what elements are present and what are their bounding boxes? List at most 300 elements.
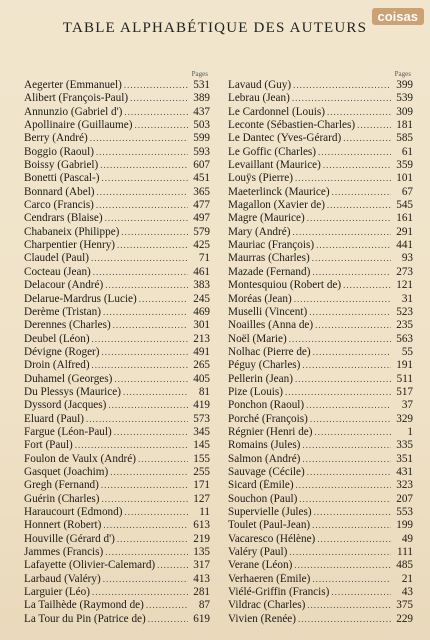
leader-dots [294, 560, 391, 570]
author-name: Pize (Louis) [228, 385, 283, 398]
leader-dots [327, 107, 391, 117]
page-number: 121 [396, 279, 413, 292]
index-entry [24, 586, 210, 599]
author-name: Lavaud (Guy) [228, 79, 292, 91]
leader-dots [113, 320, 188, 330]
index-entry [24, 466, 210, 479]
author-name: Deubel (Léon) [24, 332, 90, 345]
leader-dots [124, 507, 188, 517]
leader-dots [90, 133, 188, 143]
page-number: 219 [193, 532, 210, 545]
index-entry [24, 212, 210, 225]
index-entry [24, 252, 210, 265]
author-name: Le Cardonnel (Louis) [228, 105, 325, 118]
author-name: Aegerter (Emmanuel) [24, 79, 122, 91]
index-entry [24, 279, 210, 292]
page-number: 563 [396, 332, 413, 345]
leader-dots [148, 614, 188, 624]
author-name: Magre (Maurice) [228, 212, 305, 225]
leader-dots [302, 440, 391, 450]
page-number: 127 [193, 492, 210, 505]
index-entry [228, 586, 413, 599]
page-number: 579 [193, 225, 210, 238]
pages-header-left: Pages [191, 70, 208, 78]
author-name: Du Plessys (Maurice) [24, 385, 121, 398]
page-number: 181 [396, 119, 413, 132]
author-name: Louÿs (Pierre) [228, 172, 293, 185]
leader-dots [93, 267, 188, 277]
author-name: Vivien (Renée) [228, 612, 296, 625]
page-number: 101 [396, 172, 413, 185]
leader-dots [310, 414, 391, 424]
author-name: Vildrac (Charles) [228, 599, 306, 612]
author-name: Foulon de Vaulx (André) [24, 452, 136, 465]
index-entry [24, 399, 210, 412]
leader-dots [343, 133, 391, 143]
index-entry [228, 519, 413, 532]
page-number: 37 [401, 399, 413, 412]
index-entry [228, 239, 413, 252]
leader-dots [309, 307, 391, 317]
index-entry [228, 399, 413, 412]
index-entry [228, 413, 413, 426]
index-entry [24, 239, 210, 252]
page-number: 67 [401, 185, 413, 198]
leader-dots [312, 520, 391, 530]
leader-dots [332, 187, 391, 197]
page-number: 405 [193, 372, 210, 385]
index-entry [228, 346, 413, 359]
page-number: 419 [193, 399, 210, 412]
index-entry [24, 293, 210, 306]
leader-dots [108, 400, 188, 410]
author-name: Apollinaire (Guillaume) [24, 119, 133, 132]
index-entry [228, 199, 413, 212]
leader-dots [105, 547, 188, 557]
leader-dots [313, 347, 391, 357]
leader-dots [312, 574, 391, 584]
author-name: La Tour du Pin (Patrice de) [24, 612, 146, 625]
page-number: 365 [193, 185, 210, 198]
index-entry [228, 293, 413, 306]
page-number: 207 [396, 492, 413, 505]
index-entry [228, 92, 413, 105]
index-entry [228, 599, 413, 612]
leader-dots [331, 587, 391, 597]
index-entry [228, 79, 413, 92]
author-name: Magallon (Xavier de) [228, 199, 325, 212]
index-entry [228, 466, 413, 479]
leader-dots [91, 253, 188, 263]
index-entry [228, 146, 413, 159]
page-number: 517 [396, 385, 413, 398]
leader-dots [292, 227, 391, 237]
leader-dots [102, 173, 189, 183]
leader-dots [292, 93, 391, 103]
index-entry [228, 479, 413, 492]
index-entry [228, 212, 413, 225]
index-entry [228, 306, 413, 319]
author-name: Lebrau (Jean) [228, 92, 290, 105]
author-name: Salmon (André) [228, 452, 301, 465]
index-entry [24, 306, 210, 319]
leader-dots [114, 374, 188, 384]
page-number: 43 [401, 586, 413, 599]
leader-dots [285, 387, 391, 397]
leader-dots [298, 614, 391, 624]
leader-dots [101, 480, 188, 490]
leader-dots [315, 427, 392, 437]
index-entry [24, 519, 210, 532]
index-entry [24, 386, 210, 399]
author-name: Larbaud (Valéry) [24, 572, 101, 585]
author-name: Sauvage (Cécile) [228, 465, 305, 478]
index-entry [24, 226, 210, 239]
index-entry [228, 493, 413, 506]
page-number: 485 [396, 559, 413, 572]
page-number: 1 [407, 425, 413, 438]
author-name: Fargue (Léon-Paul) [24, 425, 112, 438]
page-number: 599 [193, 132, 210, 145]
index-entry [24, 132, 210, 145]
page-number: 265 [193, 359, 210, 372]
page-number: 477 [193, 199, 210, 212]
leader-dots [86, 414, 188, 424]
index-entry [24, 359, 210, 372]
index-entry [24, 119, 210, 132]
author-name: Dévigne (Roger) [24, 345, 100, 358]
author-name: La Tailhède (Raymond de) [24, 599, 144, 612]
page-number: 469 [193, 305, 210, 318]
leader-dots [307, 467, 391, 477]
page-number: 413 [193, 572, 210, 585]
author-name: Vacaresco (Hélène) [228, 532, 316, 545]
page-number: 375 [396, 599, 413, 612]
leader-dots [105, 280, 188, 290]
index-entry [228, 132, 413, 145]
page-number: 145 [193, 439, 210, 452]
page-number: 235 [396, 319, 413, 332]
index-entry [24, 106, 210, 119]
author-name: Claudel (Paul) [24, 252, 89, 265]
index-entry [24, 172, 210, 185]
index-entry [228, 453, 413, 466]
author-name: Honnert (Robert) [24, 519, 102, 532]
leader-dots [134, 120, 188, 130]
leader-dots [100, 160, 188, 170]
index-entry [24, 599, 210, 612]
author-name: Gregh (Fernand) [24, 479, 99, 492]
author-name: Mauriac (François) [228, 239, 315, 252]
leader-dots [75, 440, 188, 450]
page-number: 245 [193, 292, 210, 305]
page-number: 317 [193, 559, 210, 572]
pages-header-right: Pages [394, 70, 411, 78]
leader-dots [295, 173, 391, 183]
page-number: 55 [401, 345, 413, 358]
leader-dots [317, 534, 391, 544]
author-name: Boissy (Gabriel) [24, 159, 99, 172]
index-entry [24, 373, 210, 386]
leader-dots [318, 147, 391, 157]
author-name: Gasquet (Joachim) [24, 465, 109, 478]
index-entry [24, 426, 210, 439]
page-number: 21 [401, 572, 413, 585]
author-name: Derème (Tristan) [24, 305, 101, 318]
index-entry [228, 439, 413, 452]
index-entry [228, 159, 413, 172]
author-name: Montesquiou (Robert de) [228, 279, 342, 292]
page-title: TABLE ALPHABÉTIQUE DES AUTEURS [62, 20, 368, 36]
index-entry [228, 533, 413, 546]
page-number: 491 [193, 345, 210, 358]
index-entry [228, 373, 413, 386]
watermark-logo: coisas [372, 8, 424, 25]
leader-dots [103, 307, 188, 317]
leader-dots [97, 187, 188, 197]
author-name: Péguy (Charles) [228, 359, 301, 372]
author-name: Ponchon (Raoul) [228, 399, 305, 412]
leader-dots [124, 80, 188, 90]
page-number: 273 [396, 265, 413, 278]
leader-dots [92, 334, 188, 344]
author-name: Toulet (Paul-Jean) [228, 519, 311, 532]
page-number: 199 [396, 519, 413, 532]
author-name: Delarue-Mardrus (Lucie) [24, 292, 137, 305]
leader-dots [306, 400, 391, 410]
author-name: Noailles (Anna de) [228, 319, 314, 332]
page-number: 441 [396, 239, 413, 252]
index-entry [24, 453, 210, 466]
author-name: Haraucourt (Edmond) [24, 506, 123, 518]
page-number: 191 [396, 359, 413, 372]
leader-dots [110, 467, 188, 477]
page-number: 425 [193, 239, 210, 252]
page-number: 523 [396, 305, 413, 318]
author-name: Cendrars (Blaise) [24, 212, 103, 225]
leader-dots [105, 213, 188, 223]
author-name: Lafayette (Olivier-Calemard) [24, 559, 156, 572]
author-name: Le Dantec (Yves-Gérard) [228, 132, 342, 145]
index-entry [24, 533, 210, 546]
page-number: 255 [193, 465, 210, 478]
leader-dots [315, 320, 391, 330]
leader-dots [302, 360, 391, 370]
author-name: Maeterlinck (Maurice) [228, 185, 330, 198]
index-entry [24, 506, 210, 519]
leader-dots [289, 547, 391, 557]
author-name: Bonnard (Abel) [24, 185, 95, 198]
page-number: 389 [193, 92, 210, 105]
author-name: Derennes (Charles) [24, 319, 111, 332]
author-name: Chabaneix (Philippe) [24, 225, 120, 238]
leader-dots [312, 267, 391, 277]
leader-dots [139, 294, 188, 304]
page-number: 135 [193, 546, 210, 559]
page-number: 497 [193, 212, 210, 225]
index-entry [228, 319, 413, 332]
index-entry [228, 506, 413, 519]
leader-dots [294, 294, 391, 304]
index-entry [228, 386, 413, 399]
page-number: 71 [198, 252, 210, 265]
author-name: Valéry (Paul) [228, 546, 288, 559]
page-number: 229 [396, 612, 413, 625]
author-name: Eluard (Paul) [24, 412, 84, 425]
author-name: Mary (André) [228, 225, 291, 238]
page-number: 161 [396, 212, 413, 225]
author-name: Régnier (Henri de) [228, 425, 313, 438]
page-number: 335 [396, 439, 413, 452]
index-entry [228, 266, 413, 279]
leader-dots [121, 227, 188, 237]
leader-dots [96, 200, 188, 210]
leader-dots [316, 240, 391, 250]
leader-dots [289, 334, 391, 344]
page-number: 383 [193, 279, 210, 292]
index-entry [24, 159, 210, 172]
leader-dots [299, 494, 391, 504]
author-name: Jammes (Francis) [24, 546, 104, 559]
index-entry [228, 333, 413, 346]
leader-dots [295, 374, 391, 384]
index-entry [228, 573, 413, 586]
author-name: Maurras (Charles) [228, 252, 310, 265]
index-entry [228, 119, 413, 132]
page-number: 93 [401, 252, 413, 265]
leader-dots [138, 454, 188, 464]
index-entry [228, 252, 413, 265]
author-name: Nolhac (Pierre de) [228, 345, 311, 358]
index-entry [24, 333, 210, 346]
author-name: Fort (Paul) [24, 439, 73, 452]
page-number: 399 [396, 79, 413, 91]
page-number: 461 [193, 265, 210, 278]
leader-dots [343, 280, 391, 290]
index-entry [24, 546, 210, 559]
author-name: Dyssord (Jacques) [24, 399, 107, 412]
page-number: 111 [397, 546, 413, 559]
leader-dots [124, 107, 188, 117]
author-name: Porché (François) [228, 412, 308, 425]
page-number: 61 [401, 145, 413, 158]
page-number: 359 [396, 159, 413, 172]
author-index-right-column [228, 70, 413, 626]
author-name: Charpentier (Henry) [24, 239, 116, 252]
leader-dots [357, 120, 391, 130]
author-name: Viélé-Griffin (Francis) [228, 586, 330, 599]
index-entry [24, 346, 210, 359]
author-name: Verhaeren (Émile) [228, 572, 311, 585]
leader-dots [296, 480, 391, 490]
author-name: Supervielle (Jules) [228, 506, 312, 518]
leader-dots [92, 587, 188, 597]
page-number: 437 [193, 105, 210, 118]
leader-dots [103, 520, 188, 530]
index-entry [24, 479, 210, 492]
leader-dots [102, 494, 189, 504]
leader-dots [102, 347, 189, 357]
page-number: 213 [193, 332, 210, 345]
page-number: 345 [193, 425, 210, 438]
author-name: Guérin (Charles) [24, 492, 100, 505]
author-name: Leconte (Sébastien-Charles) [228, 119, 356, 132]
author-name: Annunzio (Gabriel d') [24, 105, 123, 118]
page-number: 503 [193, 119, 210, 132]
index-entry [228, 226, 413, 239]
author-name: Pellerin (Jean) [228, 372, 293, 385]
leader-dots [314, 507, 391, 517]
index-entry [24, 266, 210, 279]
author-name: Larguier (Léo) [24, 586, 90, 599]
author-name: Berry (André) [24, 132, 88, 145]
leader-dots [114, 427, 188, 437]
leader-dots [323, 160, 391, 170]
index-entry [24, 186, 210, 199]
author-name: Boggio (Raoul) [24, 145, 94, 158]
leader-dots [146, 600, 188, 610]
author-name: Bonetti (Pascal-) [24, 172, 100, 185]
index-entry [228, 546, 413, 559]
leader-dots [103, 574, 188, 584]
page-number: 351 [396, 452, 413, 465]
author-name: Duhamel (Georges) [24, 372, 113, 385]
page-number: 585 [396, 132, 413, 145]
page-number: 613 [193, 519, 210, 532]
index-entry [228, 186, 413, 199]
index-entry [228, 172, 413, 185]
index-entry [24, 613, 210, 626]
index-entry [228, 426, 413, 439]
page-number: 511 [396, 372, 413, 385]
page-number: 593 [193, 145, 210, 158]
page-number: 451 [193, 172, 210, 185]
author-name: Carco (Francis) [24, 199, 94, 212]
page-number: 171 [193, 479, 210, 492]
index-entry [24, 319, 210, 332]
page-number: 291 [396, 225, 413, 238]
page-number: 49 [401, 532, 413, 545]
leader-dots [302, 454, 391, 464]
page-number: 431 [396, 465, 413, 478]
author-name: Souchon (Paul) [228, 492, 298, 505]
author-name: Verane (Léon) [228, 559, 293, 572]
author-name: Le Goffic (Charles) [228, 145, 317, 158]
author-name: Moréas (Jean) [228, 292, 292, 305]
author-name: Sicard (Émile) [228, 479, 294, 492]
index-entry [24, 146, 210, 159]
index-entry [228, 106, 413, 119]
author-name: Droin (Alfred) [24, 359, 90, 372]
index-entry [24, 439, 210, 452]
leader-dots [92, 360, 188, 370]
page-number: 619 [193, 612, 210, 625]
index-entry [24, 573, 210, 586]
author-name: Mazade (Fernand) [228, 265, 311, 278]
author-name: Delacour (André) [24, 279, 104, 292]
leader-dots [123, 387, 188, 397]
author-name: Alibert (François-Paul) [24, 92, 129, 105]
page-number: 553 [396, 506, 413, 518]
page-number: 281 [193, 586, 210, 599]
author-name: Noël (Marie) [228, 332, 287, 345]
author-name: Levaillant (Maurice) [228, 159, 321, 172]
leader-dots [96, 147, 188, 157]
leader-dots [293, 80, 391, 90]
page-number: 155 [193, 452, 210, 465]
index-entry [228, 359, 413, 372]
page-number: 545 [396, 199, 413, 212]
